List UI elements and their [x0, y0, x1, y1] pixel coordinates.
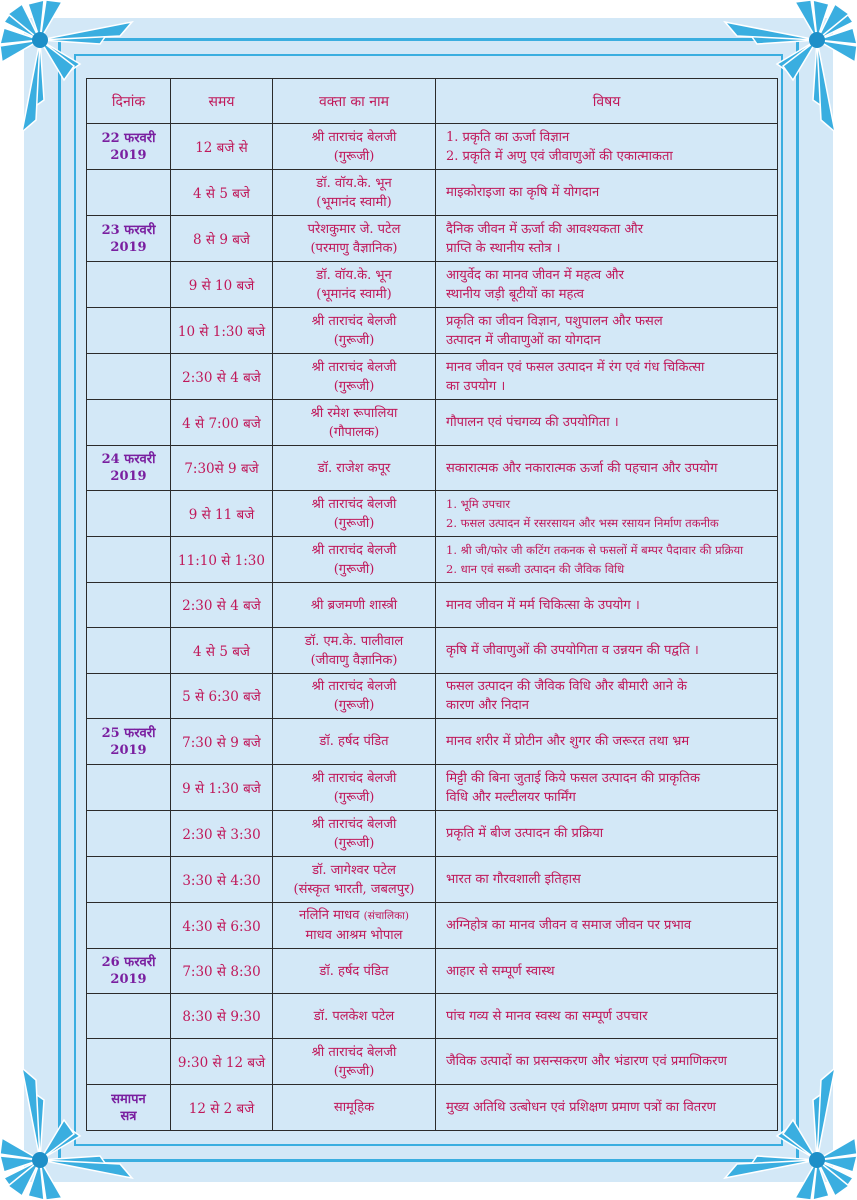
speaker-cell: [273, 674, 436, 719]
speaker-cell: [273, 491, 436, 537]
speaker-name: डॉ. वॉय.के. भून: [316, 175, 392, 191]
topic-line: 2. फसल उत्पादन में रसरसायन और भस्म रसायन निर्माण तकनीक: [446, 515, 719, 530]
topic-cell: [436, 949, 778, 994]
speaker-name: श्री ताराचंद बेलजी: [311, 679, 397, 694]
time-text: 2:30 से 4 बजे: [182, 598, 261, 614]
topic-line: पांच गव्य से मानव स्वस्थ का सम्पूर्ण उपचार: [446, 1008, 648, 1024]
time-text: 11:10 से 1:30: [178, 552, 265, 569]
time-cell: [171, 903, 273, 949]
speaker-line: [273, 459, 435, 478]
speaker-cell: [273, 994, 436, 1039]
speaker-cell: [273, 949, 436, 994]
time-cell: [171, 170, 273, 216]
topic-cell: [436, 124, 778, 170]
time-cell: [171, 1085, 273, 1131]
topic-line: उत्पादन में जीवाणुओं का योगदान: [446, 332, 601, 348]
time-cell: [171, 308, 273, 354]
time-cell: [171, 719, 273, 765]
topic-cell: [436, 583, 778, 628]
speaker-cell: [273, 857, 436, 903]
time-cell: [171, 446, 273, 491]
topic-cell: [436, 491, 778, 537]
speaker-line: [273, 861, 435, 880]
date-cell: [87, 446, 171, 491]
topic-line: 1. भूमि उपचार: [446, 496, 511, 511]
speaker-line: [273, 962, 435, 981]
speaker-subtitle: (भूमानंद स्वामी): [316, 194, 392, 210]
date-text: समापन: [111, 1091, 146, 1107]
speaker-name: श्री ताराचंद बेलजी: [311, 770, 397, 786]
speaker-line: [273, 358, 435, 377]
table-row: [87, 765, 778, 811]
date-text: 26 फरवरी: [101, 955, 156, 970]
date-cell: [87, 170, 171, 216]
speaker-line: [273, 732, 435, 751]
topic-cell: [436, 308, 778, 354]
table-row: [87, 719, 778, 765]
year-text: 2019: [110, 147, 147, 163]
topic-cell: [436, 170, 778, 216]
topic-line: प्रकृति में बीज उत्पादन की प्रक्रिया: [446, 826, 604, 841]
topic-cell: [436, 446, 778, 491]
speaker-line: [273, 677, 435, 696]
speaker-line: [273, 906, 435, 926]
time-cell: [171, 262, 273, 308]
speaker-name: नलिनि माधव: [299, 908, 360, 923]
topic-line: माइकोराइजा का कृषि में योगदान: [446, 185, 600, 200]
table-row: [87, 491, 778, 537]
topic-cell: [436, 216, 778, 262]
speaker-line: [273, 174, 435, 193]
speaker-name: डॉ. वॉय.के. भून: [316, 267, 392, 283]
speaker-line: [273, 769, 435, 788]
topic-line: विधि और मल्टीलयर फार्मिंग: [446, 789, 576, 805]
table-row: [87, 583, 778, 628]
speaker-line: [273, 404, 435, 423]
time-text: 4 से 5 बजे: [193, 185, 250, 202]
topic-cell: [436, 674, 778, 719]
corner-center-icon: [32, 32, 48, 48]
time-cell: [171, 857, 273, 903]
time-text: 9 से 11 बजे: [188, 506, 255, 523]
topic-line: भारत का गौरवशाली इतिहास: [446, 872, 581, 887]
speaker-subtitle: (गुरूजी): [333, 698, 375, 713]
table-row: [87, 170, 778, 216]
topic-line: 2. प्रकृति में अणु एवं जीवाणुओं की एकात्माकता: [446, 148, 673, 164]
speaker-line: [273, 632, 435, 651]
time-cell: [171, 583, 273, 628]
schedule-table: [86, 78, 778, 1131]
speaker-cell: [273, 446, 436, 491]
speaker-line: [273, 128, 435, 147]
time-text: 8 से 9 बजे: [193, 231, 250, 248]
time-cell: [171, 354, 273, 400]
speaker-name: श्री रमेश रूपालिया: [310, 405, 398, 421]
year-text: 2019: [110, 742, 147, 758]
time-text: 7:30 से 9 बजे: [182, 734, 261, 751]
time-text: 9 से 1:30 बजे: [182, 780, 261, 797]
topic-cell: [436, 811, 778, 857]
date-text: 22 फरवरी: [101, 130, 156, 146]
time-cell: [171, 216, 273, 262]
topic-line: कारण और निदान: [446, 698, 530, 713]
time-text: 7:30 से 8:30: [182, 964, 261, 980]
time-text: 2:30 से 3:30: [182, 826, 261, 843]
header-speaker: वक्ता का नाम: [273, 79, 436, 124]
speaker-cell: [273, 400, 436, 446]
time-cell: [171, 124, 273, 170]
speaker-line: [273, 1098, 435, 1117]
date-cell: [87, 537, 171, 583]
speaker-line: [273, 266, 435, 285]
speaker-name: श्री ताराचंद बेलजी: [311, 816, 397, 832]
topic-line: आहार से सम्पूर्ण स्वास्थ: [446, 963, 555, 979]
date-cell: [87, 994, 171, 1039]
speaker-name: सामूहिक: [333, 1100, 375, 1115]
table-row: [87, 446, 778, 491]
year-text: 2019: [110, 239, 147, 255]
topic-cell: [436, 765, 778, 811]
table-row: [87, 903, 778, 949]
topic-line: सकारात्मक और नकारात्मक ऊर्जा की पहचान और उपयोग: [446, 460, 718, 476]
speaker-cell: [273, 1085, 436, 1131]
topic-line: अग्निहोत्र का मानव जीवन व समाज जीवन पर प्रभाव: [446, 918, 692, 933]
topic-cell: [436, 903, 778, 949]
speaker-cell: [273, 1039, 436, 1085]
speaker-cell: [273, 216, 436, 262]
date-cell: [87, 308, 171, 354]
speaker-name: श्री ताराचंद बेलजी: [311, 542, 397, 558]
topic-cell: [436, 994, 778, 1039]
speaker-subtitle: (गुरूजी): [333, 515, 375, 531]
speaker-line: [273, 220, 435, 239]
speaker-name: डॉ. जागेश्वर पटेल: [312, 862, 396, 878]
speaker-cell: [273, 719, 436, 765]
topic-line: मुख्य अतिथि उत्बोधन एवं प्रशिक्षण प्रमाण पत्रों का वितरण: [446, 1100, 716, 1115]
speaker-cell: [273, 354, 436, 400]
topic-line: आयुर्वेद का मानव जीवन में महत्व और: [446, 267, 624, 283]
speaker-name: डॉ. पलकेश पटेल: [313, 1008, 395, 1024]
date-cell: [87, 903, 171, 949]
topic-line: दैनिक जीवन में ऊर्जा की आवश्यकता और: [446, 221, 644, 237]
topic-cell: [436, 628, 778, 674]
speaker-cell: [273, 124, 436, 170]
table-row: [87, 674, 778, 719]
date-cell: [87, 124, 171, 170]
speaker-name: डॉ. हर्षद पंडित: [319, 963, 389, 979]
header-date: दिनांक: [87, 79, 171, 124]
time-text: 7:30से 9 बजे: [184, 461, 259, 477]
speaker-line: [273, 815, 435, 834]
topic-line: प्राप्ति के स्थानीय स्तोत्र ।: [446, 240, 561, 256]
table-row: [87, 857, 778, 903]
date-cell: [87, 262, 171, 308]
speaker-subtitle: (जीवाणु वैज्ञानिक): [310, 652, 398, 668]
table-row: [87, 949, 778, 994]
speaker-line: [273, 596, 435, 615]
speaker-name: श्री ताराचंद बेलजी: [311, 359, 397, 375]
time-cell: [171, 674, 273, 719]
date-text: 25 फरवरी: [101, 725, 156, 741]
header-time: समय: [171, 79, 273, 124]
table-row: [87, 994, 778, 1039]
time-text: 4:30 से 6:30: [182, 918, 261, 935]
time-text: 10 से 1:30 बजे: [177, 323, 266, 340]
table-row: [87, 628, 778, 674]
speaker-line: [273, 541, 435, 560]
speaker-name: श्री ताराचंद बेलजी: [311, 1044, 397, 1060]
time-cell: [171, 765, 273, 811]
header-topic: विषय: [436, 79, 778, 124]
speaker-subtitle: (परमाणु वैज्ञानिक): [310, 240, 398, 256]
speaker-cell: [273, 583, 436, 628]
date-cell: [87, 216, 171, 262]
date-cell: [87, 354, 171, 400]
date-cell: [87, 765, 171, 811]
time-text: 9 से 10 बजे: [188, 277, 255, 294]
topic-line: स्थानीय जड़ी बूटीयों का महत्व: [446, 286, 585, 302]
time-cell: [171, 400, 273, 446]
time-text: 4 से 5 बजे: [193, 643, 250, 660]
speaker-cell: [273, 170, 436, 216]
speaker-name: डॉ. राजेश कपूर: [317, 460, 391, 476]
speaker-subtitle: (गुरूजी): [333, 378, 375, 394]
speaker-role: (संचालिका): [363, 910, 409, 922]
date-cell: [87, 628, 171, 674]
topic-cell: [436, 1039, 778, 1085]
topic-line: जैविक उत्पादों का प्रसन्सकरण और भंडारण एवं प्रमाणिकरण: [446, 1054, 727, 1069]
speaker-subtitle: (गुरूजी): [333, 1063, 375, 1079]
time-cell: [171, 811, 273, 857]
topic-line: मानव जीवन में मर्म चिकित्सा के उपयोग ।: [446, 597, 640, 613]
table-row: [87, 1085, 778, 1131]
time-cell: [171, 537, 273, 583]
date-cell: [87, 491, 171, 537]
date-cell: [87, 674, 171, 719]
topic-line: मानव जीवन एवं फसल उत्पादन में रंग एवं गंध चिकित्सा: [446, 359, 705, 375]
time-text: 2:30 से 4 बजे: [182, 369, 261, 386]
speaker-subtitle: (गुरूजी): [333, 148, 375, 164]
time-cell: [171, 628, 273, 674]
table-row: [87, 354, 778, 400]
time-cell: [171, 994, 273, 1039]
speaker-subtitle: (गुरूजी): [333, 332, 375, 348]
date-text: 23 फरवरी: [101, 222, 156, 238]
speaker-name: डॉ. एम.के. पालीवाल: [304, 633, 404, 649]
time-text: 12 से 2 बजे: [188, 1100, 255, 1117]
speaker-name: परेशकुमार जे. पटेल: [307, 221, 401, 237]
speaker-cell: [273, 765, 436, 811]
topic-cell: [436, 719, 778, 765]
year-text: 2019: [110, 972, 147, 987]
topic-cell: [436, 537, 778, 583]
time-text: 8:30 से 9:30: [182, 1009, 261, 1025]
speaker-cell: [273, 308, 436, 354]
time-cell: [171, 491, 273, 537]
speaker-cell: [273, 903, 436, 949]
speaker-subtitle: (संस्कृत भारती, जबलपुर): [293, 881, 415, 897]
year-text: 2019: [110, 469, 147, 484]
speaker-cell: [273, 811, 436, 857]
speaker-line: [273, 495, 435, 514]
date-cell: [87, 583, 171, 628]
date-cell: [87, 949, 171, 994]
topic-line: का उपयोग ।: [446, 378, 506, 394]
speaker-name: श्री ताराचंद बेलजी: [311, 313, 397, 329]
speaker-line: [273, 312, 435, 331]
topic-line: प्रकृति का जीवन विज्ञान, पशुपालन और फसल: [446, 313, 663, 329]
date-cell: [87, 400, 171, 446]
topic-line: कृषि में जीवाणुओं की उपयोगिता व उन्नयन की पद्वति ।: [446, 643, 699, 658]
time-cell: [171, 1039, 273, 1085]
topic-cell: [436, 857, 778, 903]
table-row: [87, 262, 778, 308]
time-text: 9:30 से 12 बजे: [177, 1054, 266, 1071]
speaker-line: [273, 1043, 435, 1062]
date-text: 24 फरवरी: [101, 452, 156, 467]
topic-line: 1. प्रकृति का ऊर्जा विज्ञान: [446, 129, 570, 145]
speaker-name: डॉ. हर्षद पंडित: [319, 734, 389, 749]
topic-line: 1. श्री जी/फोर जी कटिंग तकनक से फसलों में बम्पर पैदावार की प्रक्रिया: [446, 542, 744, 557]
table-row: [87, 124, 778, 170]
speaker-cell: [273, 262, 436, 308]
table-row: [87, 537, 778, 583]
date-cell: [87, 857, 171, 903]
speaker-subtitle: (गौपालक): [328, 424, 380, 440]
time-text: 5 से 6:30 बजे: [182, 689, 261, 705]
date-cell: [87, 811, 171, 857]
table-row: [87, 308, 778, 354]
table-row: [87, 216, 778, 262]
speaker-name: श्री ब्रजमणी शास्त्री: [310, 597, 398, 613]
speaker-subtitle: (भूमानंद स्वामी): [316, 286, 392, 302]
table-row: [87, 400, 778, 446]
speaker-name: श्री ताराचंद बेलजी: [311, 129, 397, 145]
speaker-line: [273, 1007, 435, 1026]
speaker-subtitle: माधव आश्रम भोपाल: [305, 928, 403, 943]
date-cell: [87, 1039, 171, 1085]
speaker-subtitle: (गुरूजी): [333, 835, 375, 851]
speaker-cell: [273, 628, 436, 674]
topic-line: मिट्टी की बिना जुताई किये फसल उत्पादन की प्राकृतिक: [446, 770, 700, 786]
year-text: सत्र: [120, 1108, 137, 1124]
topic-line: फसल उत्पादन की जैविक विधि और बीमारी आने के: [446, 679, 688, 694]
topic-cell: [436, 1085, 778, 1131]
speaker-subtitle: (गुरूजी): [333, 789, 375, 805]
time-text: 3:30 से 4:30: [182, 872, 261, 889]
time-text: 4 से 7:00 बजे: [182, 415, 261, 432]
time-text: 12 बजे से: [195, 139, 248, 156]
topic-line: 2. धान एवं सब्जी उत्पादन की जैविक विधि: [446, 561, 625, 576]
table-row: [87, 1039, 778, 1085]
topic-cell: [436, 262, 778, 308]
topic-line: मानव शरीर में प्रोटीन और शुगर की जरूरत तथा भ्रम: [446, 734, 690, 749]
speaker-name: श्री ताराचंद बेलजी: [311, 496, 397, 512]
date-cell: [87, 719, 171, 765]
time-cell: [171, 949, 273, 994]
topic-cell: [436, 400, 778, 446]
table-row: [87, 811, 778, 857]
header-row: [87, 79, 778, 124]
topic-line: गौपालन एवं पंचगव्य की उपयोगिता ।: [446, 415, 619, 430]
speaker-cell: [273, 537, 436, 583]
speaker-subtitle: (गुरूजी): [333, 561, 375, 577]
topic-cell: [436, 354, 778, 400]
date-cell: [87, 1085, 171, 1131]
